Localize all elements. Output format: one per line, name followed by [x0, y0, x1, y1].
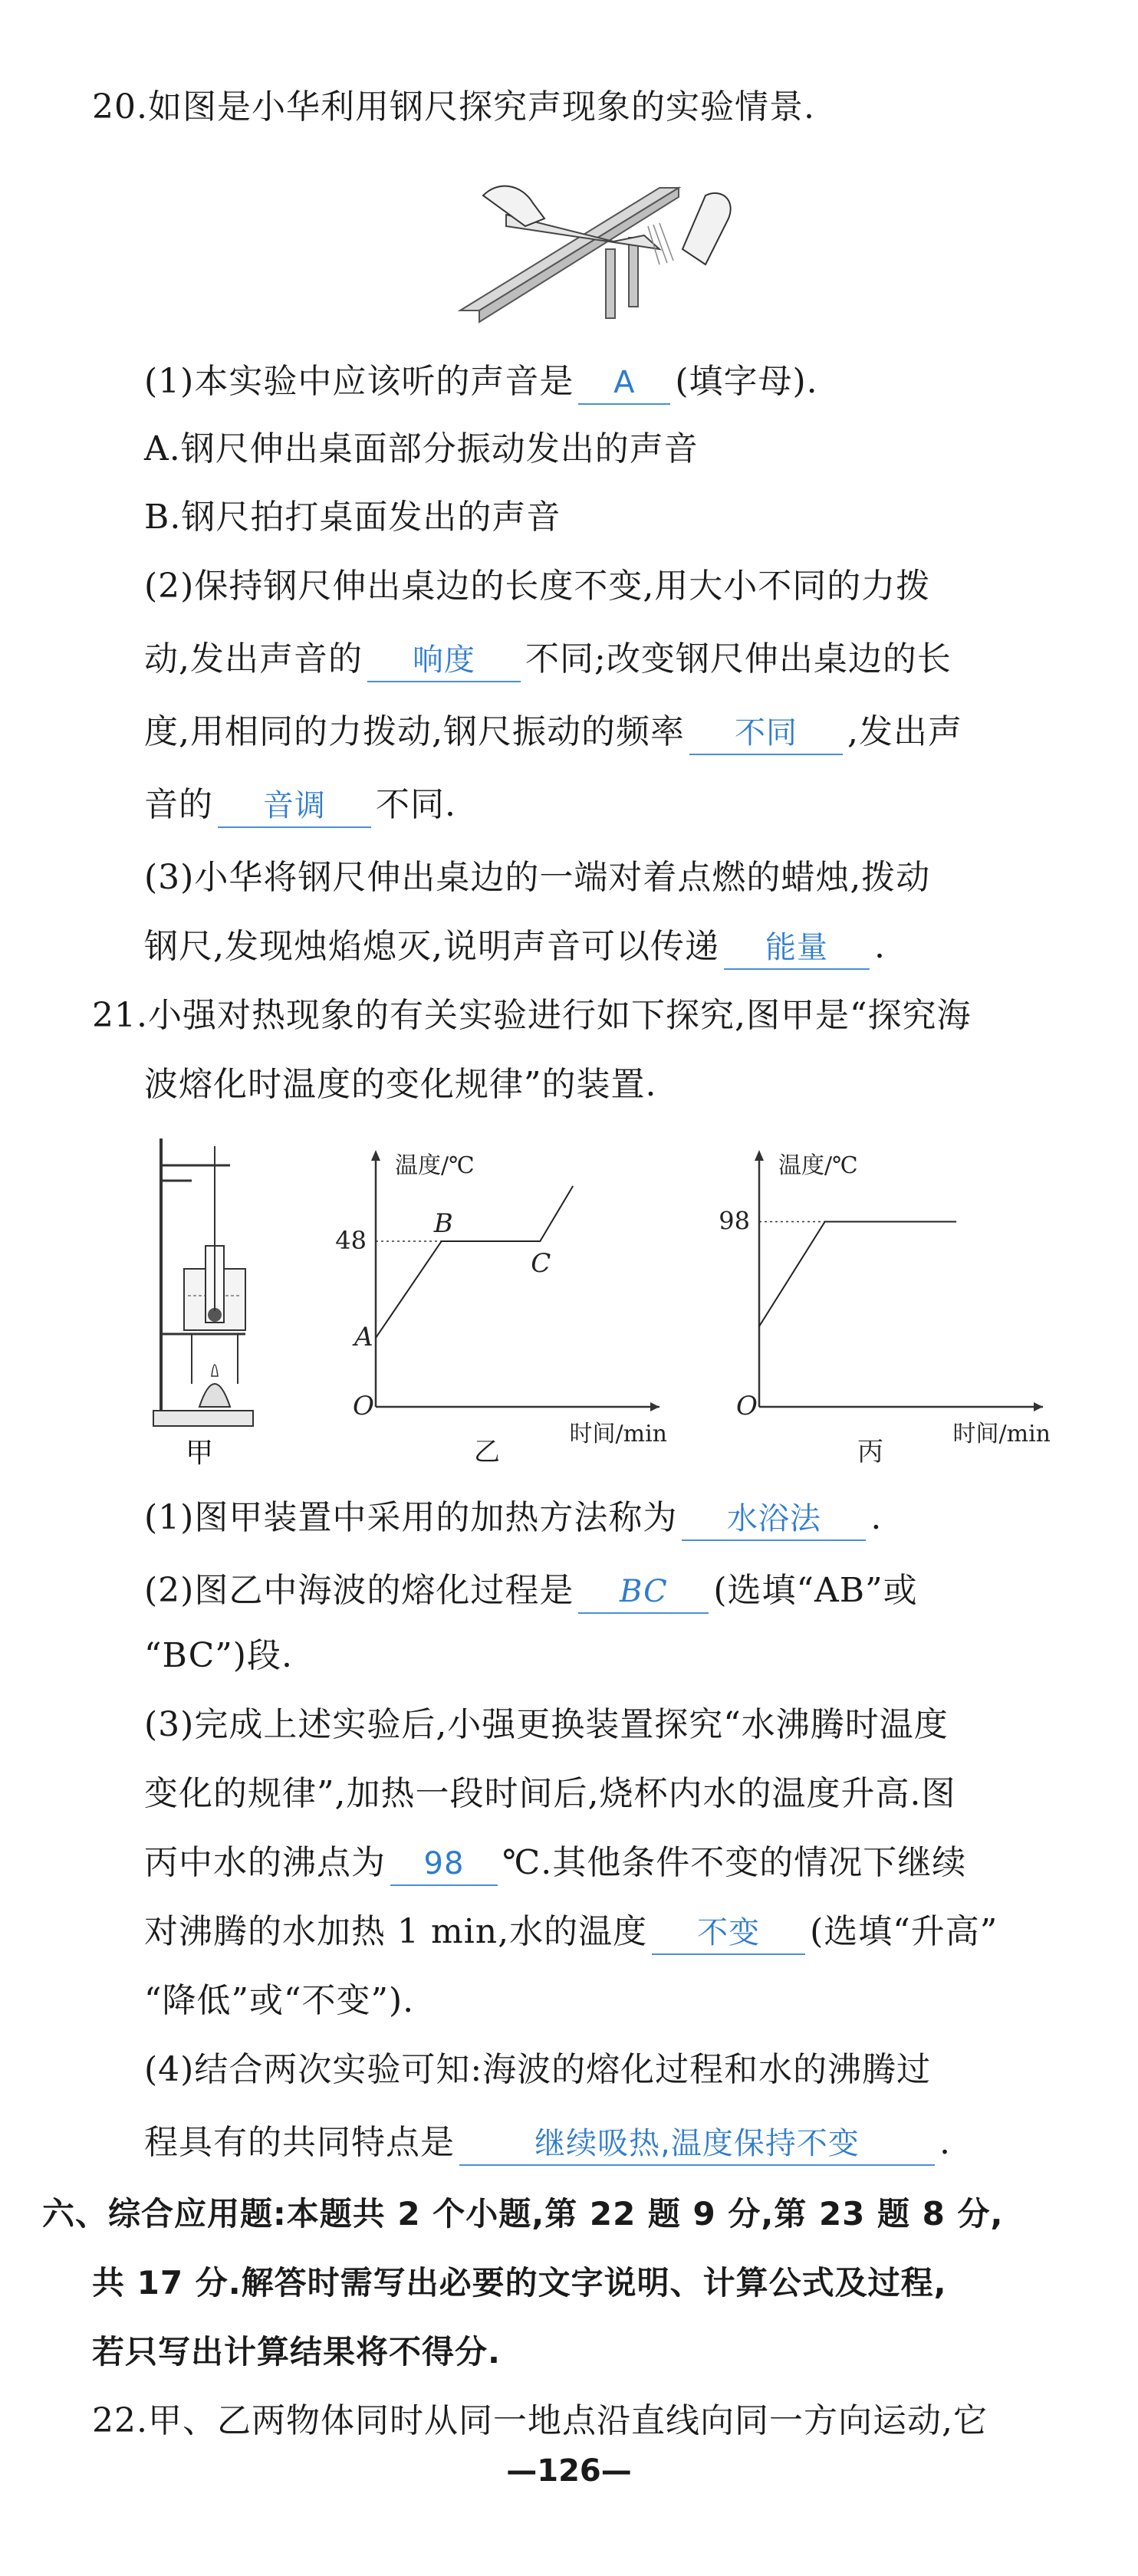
chart-yi-point-label-A: A [354, 1322, 373, 1352]
q20-part3-answer: 能量 [724, 927, 870, 970]
q20-part2-text4: ,发出声 [847, 712, 962, 751]
q21-part1-answer: 水浴法 [682, 1498, 866, 1541]
chart-bing-origin: O [736, 1391, 758, 1421]
section6-line3: 若只写出计算结果将不得分. [92, 2333, 501, 2371]
chart-bing [705, 1142, 1066, 1472]
chart-yi-point-label-C: C [531, 1248, 551, 1279]
apparatus-figure-jia [146, 1131, 261, 1468]
chart-bing-xlabel: 时间/min [952, 1421, 1051, 1447]
q20-part2-answer1: 响度 [367, 639, 521, 682]
fig-jia-label: 甲 [185, 1438, 214, 1468]
chart-yi-ytick-label: 48 [335, 1226, 367, 1255]
section6-line2: 共 17 分.解答时需写出必要的文字说明、计算公式及过程, [92, 2264, 947, 2302]
q20-part2-answer3: 音调 [218, 785, 371, 828]
q20-part3-line1: (3)小华将钢尺伸出桌边的一端对着点燃的蜡烛,拨动 [144, 858, 931, 897]
q20-part1-tail: (填字母). [675, 362, 818, 401]
q21-part2-line2: “BC”)段. [144, 1636, 293, 1675]
chart-yi-point-label-B: B [433, 1208, 453, 1239]
q21-part3-answer2: 不变 [652, 1912, 805, 1955]
q21-part3-line5: “降低”或“不变”). [144, 1981, 415, 2020]
chart-bing-ytick-label: 98 [719, 1206, 750, 1236]
q20-part2-text2: 不同;改变钢尺伸出桌边的长 [525, 639, 952, 678]
q20-part3-text: 钢尺,发现烛焰熄灭,说明声音可以传递 [144, 927, 719, 966]
q21-part1-text: (1)图甲装置中采用的加热方法称为 [144, 1498, 678, 1537]
q20-option-b: B.钢尺拍打桌面发出的声音 [144, 498, 561, 537]
q21-stem-line2: 波熔化时温度的变化规律”的装置. [144, 1065, 657, 1104]
chart-yi-y-arrow [371, 1150, 380, 1161]
chart-bing-x-arrow [1034, 1402, 1043, 1411]
q21-part2-answer: BC [578, 1571, 709, 1614]
chart-bing-y-arrow [755, 1150, 764, 1161]
fig-bing-label: 丙 [857, 1437, 883, 1467]
q21-part1 [144, 1495, 882, 1541]
q21-part3-line3 [144, 1840, 966, 1886]
q20-part2-text3: 度,用相同的力拨动,钢尺振动的频率 [144, 712, 685, 751]
q20-part1-answer: A [578, 362, 670, 405]
chart-bing-ylabel: 温度/℃ [778, 1152, 858, 1179]
q20-part2-line2 [144, 636, 952, 682]
q21-part3-line4 [144, 1909, 998, 1955]
q21-part4-answer: 继续吸热,温度保持不变 [459, 2123, 935, 2166]
chart-bing-series-line [759, 1222, 956, 1327]
q21-part3-line1: (3)完成上述实验后,小强更换装置探究“水沸腾时温度 [144, 1705, 949, 1744]
q21-part3-line2: 变化的规律”,加热一段时间后,烧杯内水的温度升高.图 [144, 1774, 956, 1813]
q21-part4-line1: (4)结合两次实验可知:海波的熔化过程和水的沸腾过 [144, 2050, 932, 2089]
q20-part2-text5: 音的 [144, 785, 213, 824]
section6-line1: 六、综合应用题:本题共 2 个小题,第 22 题 9 分,第 23 题 8 分, [42, 2195, 1004, 2233]
q20-part2-answer2: 不同 [689, 712, 843, 755]
q21-part2-tail: (选填“AB”或 [713, 1571, 918, 1610]
q21-part4-text: 程具有的共同特点是 [144, 2123, 455, 2162]
q21-part3-text: 丙中水的沸点为 [144, 1843, 386, 1882]
q20-part2-line4 [144, 782, 456, 828]
q20-part2-text: 动,发出声音的 [144, 639, 363, 678]
fig-yi-label: 乙 [474, 1437, 500, 1467]
q20-part3-line2 [144, 924, 886, 970]
chart-yi-ylabel: 温度/℃ [395, 1152, 475, 1179]
q21-part2-text: (2)图乙中海波的熔化过程是 [144, 1571, 574, 1610]
q21-part4-tail: . [939, 2123, 951, 2162]
q20-stem: 20.如图是小华利用钢尺探究声现象的实验情景. [92, 87, 815, 127]
q21-part3-text4: (选填“升高” [810, 1912, 998, 1951]
chart-yi-x-arrow [650, 1402, 659, 1411]
chart-yi-origin: O [353, 1391, 374, 1421]
q21-part3-text3: 对沸腾的水加热 1 min,水的温度 [144, 1912, 648, 1951]
chart-yi-xlabel: 时间/min [569, 1421, 667, 1447]
q21-part3-answer1: 98 [390, 1843, 498, 1886]
q20-part1 [144, 359, 818, 405]
page-number: —126— [506, 2453, 632, 2489]
q20-part2-text6: 不同. [376, 785, 456, 824]
q20-part1-text: (1)本实验中应该听的声音是 [144, 362, 574, 401]
q22-line1: 22.甲、乙两物体同时从同一地点沿直线向同一方向运动,它 [92, 2401, 988, 2440]
q21-part2 [144, 1568, 918, 1614]
q21-part1-tail: . [870, 1498, 883, 1537]
q20-part3-tail: . [873, 927, 886, 966]
chart-yi [322, 1142, 682, 1472]
q21-part3-text2: ℃.其他条件不变的情况下继续 [502, 1843, 967, 1882]
q21-stem-line1: 21.小强对热现象的有关实验进行如下探究,图甲是“探究海 [92, 996, 972, 1035]
q20-part2-line3 [144, 709, 962, 755]
ruler-experiment-figure [452, 165, 752, 330]
q20-option-a: A.钢尺伸出桌面部分振动发出的声音 [144, 429, 699, 468]
q21-part4-line2 [144, 2120, 951, 2166]
q20-part2-line1: (2)保持钢尺伸出桌边的长度不变,用大小不同的力拨 [144, 567, 931, 606]
